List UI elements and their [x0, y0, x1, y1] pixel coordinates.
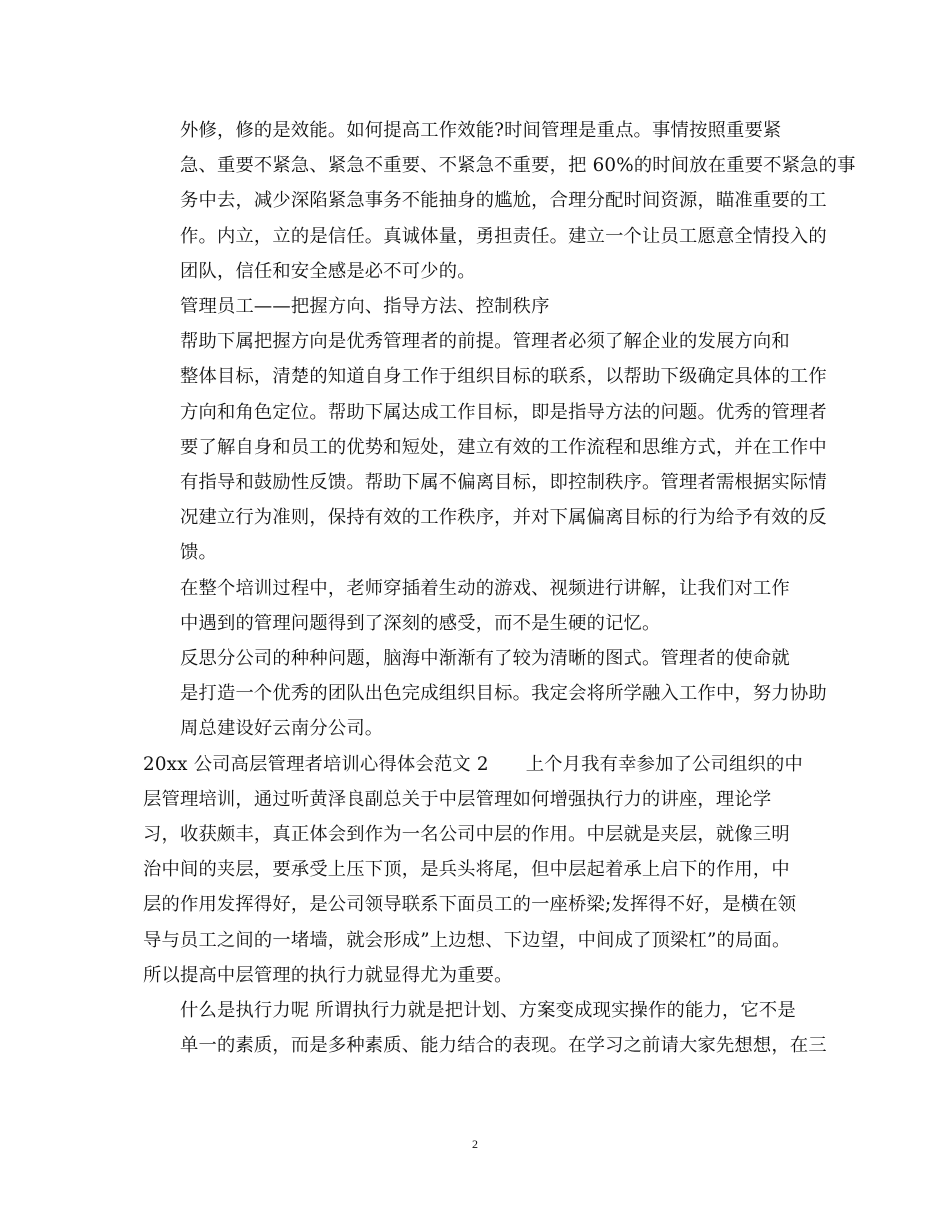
text-line: 帮助下属把握方向是优秀管理者的前提。管理者必须了解企业的发展方向和 — [180, 331, 790, 353]
text-line: 层的作用发挥得好，是公司领导联系下面员工的一座桥梁;发挥得不好，是横在领 — [143, 894, 797, 916]
paragraph — [143, 289, 808, 324]
text-line: 所以提高中层管理的执行力就显得尤为重要。 — [143, 964, 513, 986]
text-line: 层管理培训，通过听黄泽良副总关于中层管理如何增强执行力的讲座，理论学 — [143, 788, 772, 810]
text-line: 在整个培训过程中，老师穿插着生动的游戏、视频进行讲解，让我们对工作 — [180, 577, 790, 599]
text-line: 务中去，减少深陷紧急事务不能抽身的尴尬，合理分配时间资源，瞄准重要的工 — [180, 190, 827, 212]
paragraph — [143, 113, 856, 289]
text-line: 管理员工——把握方向、指导方法、控制秩序 — [180, 296, 550, 318]
text-line: 方向和角色定位。帮助下属达成工作目标，即是指导方法的问题。优秀的管理者 — [180, 401, 827, 423]
text-line: 急、重要不紧急、紧急不重要、不紧急不重要，把 60%的时间放在重要不紧急的事 — [180, 155, 856, 177]
page-number: 2 — [472, 1137, 478, 1151]
text-line: 什么是执行力呢 所谓执行力就是把计划、方案变成现实操作的能力，它不是 — [180, 1000, 796, 1022]
text-line: 整体目标，清楚的知道自身工作于组织目标的联系，以帮助下级确定具体的工作 — [180, 366, 827, 388]
text-line: 团队，信任和安全感是必不可少的。 — [180, 260, 476, 282]
paragraph — [143, 993, 827, 1063]
paragraph — [143, 324, 827, 570]
text-line: 外修，修的是效能。如何提高工作效能?时间管理是重点。事情按照重要紧 — [180, 120, 782, 141]
text-line: 馈。 — [180, 542, 217, 564]
text-line: 20xx 公司高层管理者培训心得体会范文 2 上个月我有幸参加了公司组织的中 — [143, 753, 803, 775]
text-line: 周总建设好云南分公司。 — [180, 718, 384, 740]
text-line: 况建立行为准则，保持有效的工作秩序，并对下属偏离目标的行为给予有效的反 — [180, 507, 827, 529]
paragraph — [143, 641, 827, 747]
text-line: 习，收获颇丰，真正体会到作为一名公司中层的作用。中层就是夹层，就像三明 — [143, 824, 790, 846]
text-line: 有指导和鼓励性反馈。帮助下属不偏离目标，即控制秩序。管理者需根据实际情 — [180, 472, 827, 494]
document-body — [143, 113, 856, 1063]
text-line: 中遇到的管理问题得到了深刻的感受，而不是生硬的记忆。 — [180, 612, 661, 634]
text-line: 导与员工之间的一堵墙，就会形成”上边想、下边望，中间成了顶梁杠”的局面。 — [143, 929, 791, 951]
text-line: 治中间的夹层，要承受上压下顶，是兵头将尾，但中层起着承上启下的作用，中 — [143, 859, 790, 881]
paragraph — [143, 571, 808, 641]
text-line: 作。内立，立的是信任。真诚体量，勇担责任。建立一个让员工愿意全情投入的 — [180, 225, 827, 247]
paragraph — [143, 747, 808, 993]
text-line: 反思分公司的种种问题，脑海中渐渐有了较为清晰的图式。管理者的使命就 — [180, 648, 790, 670]
text-line: 要了解自身和员工的优势和短处，建立有效的工作流程和思维方式，并在工作中 — [180, 436, 827, 458]
text-line: 单一的素质，而是多种素质、能力结合的表现。在学习之前请大家先想想，在三 — [180, 1035, 827, 1057]
text-line: 是打造一个优秀的团队出色完成组织目标。我定会将所学融入工作中，努力协助 — [180, 683, 827, 705]
